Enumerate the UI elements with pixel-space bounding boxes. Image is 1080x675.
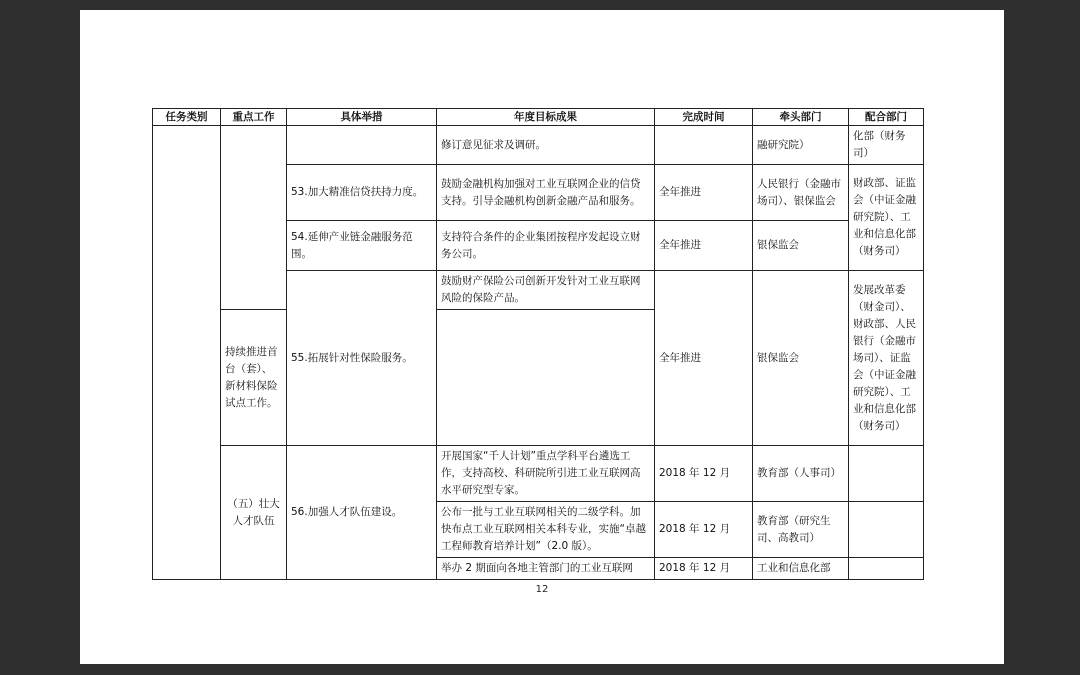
- time-cell: 全年推进: [655, 271, 753, 446]
- support-cell: 财政部、证监会（中证金融研究院）、工业和信息化部（财务司）: [849, 165, 924, 271]
- time-cell: 2018 年 12 月: [655, 558, 753, 580]
- table-row: [153, 446, 924, 502]
- outcome-cell: 举办 2 期面向各地主管部门的工业互联网: [437, 558, 655, 580]
- lead-cell: 人民银行（金融市场司）、银保监会: [753, 165, 849, 221]
- key-work-cell: （五）壮大人才队伍: [221, 446, 287, 580]
- measure-cell: 54.延伸产业链金融服务范围。: [287, 221, 437, 271]
- task-table: [152, 108, 924, 580]
- task-category-cell: [153, 126, 221, 580]
- outcome-cell: 支持符合条件的企业集团按程序发起设立财务公司。: [437, 221, 655, 271]
- support-cell: [849, 558, 924, 580]
- key-work-cell: [221, 126, 287, 310]
- lead-cell: 银保监会: [753, 221, 849, 271]
- outcome-cell: 修订意见征求及调研。: [437, 126, 655, 165]
- lead-cell: 融研究院）: [753, 126, 849, 165]
- outcome-cell: 开展国家“千人计划”重点学科平台遴选工作，支持高校、科研院所引进工业互联网高水平研究型专家。: [437, 446, 655, 502]
- lead-cell: 工业和信息化部: [753, 558, 849, 580]
- lead-cell: 银保监会: [753, 271, 849, 446]
- time-cell: 全年推进: [655, 221, 753, 271]
- lead-cell: 教育部（人事司）: [753, 446, 849, 502]
- time-cell: 2018 年 12 月: [655, 502, 753, 558]
- measure-cell: [287, 126, 437, 165]
- measure-cell: 56.加强人才队伍建设。: [287, 446, 437, 580]
- table-header-row: [153, 109, 924, 126]
- header-key-work: 重点工作: [221, 109, 287, 126]
- header-annual-goal: 年度目标成果: [437, 109, 655, 126]
- time-cell: 全年推进: [655, 165, 753, 221]
- time-cell: 2018 年 12 月: [655, 446, 753, 502]
- support-cell: 发展改革委（财金司）、财政部、人民银行（金融市场司）、证监会（中证金融研究院）、工业和信息化部（财务司）: [849, 271, 924, 446]
- table-row: [153, 126, 924, 165]
- outcome-cell: 鼓励财产保险公司创新开发针对工业互联网风险的保险产品。: [437, 271, 655, 310]
- measure-cell: 55.拓展针对性保险服务。: [287, 271, 437, 446]
- outcome-cell: 持续推进首台（套）、新材料保险试点工作。: [221, 310, 287, 446]
- header-task-category: 任务类别: [153, 109, 221, 126]
- lead-cell: 教育部（研究生司、高教司）: [753, 502, 849, 558]
- support-cell: [849, 446, 924, 502]
- header-supporting-department: 配合部门: [849, 109, 924, 126]
- time-cell: [655, 126, 753, 165]
- support-cell: 化部（财务司）: [849, 126, 924, 165]
- measure-cell: 53.加大精准信贷扶持力度。: [287, 165, 437, 221]
- outcome-cell: 公布一批与工业互联网相关的二级学科。加快布点工业互联网相关本科专业，实施“卓越工程师教育培养计划”（2.0 版）。: [437, 502, 655, 558]
- support-cell: [849, 502, 924, 558]
- document-page: [80, 10, 1004, 664]
- header-measures: 具体举措: [287, 109, 437, 126]
- header-completion-time: 完成时间: [655, 109, 753, 126]
- header-lead-department: 牵头部门: [753, 109, 849, 126]
- page-number: 12: [535, 584, 549, 595]
- outcome-cell: 鼓励金融机构加强对工业互联网企业的信贷支持。引导金融机构创新金融产品和服务。: [437, 165, 655, 221]
